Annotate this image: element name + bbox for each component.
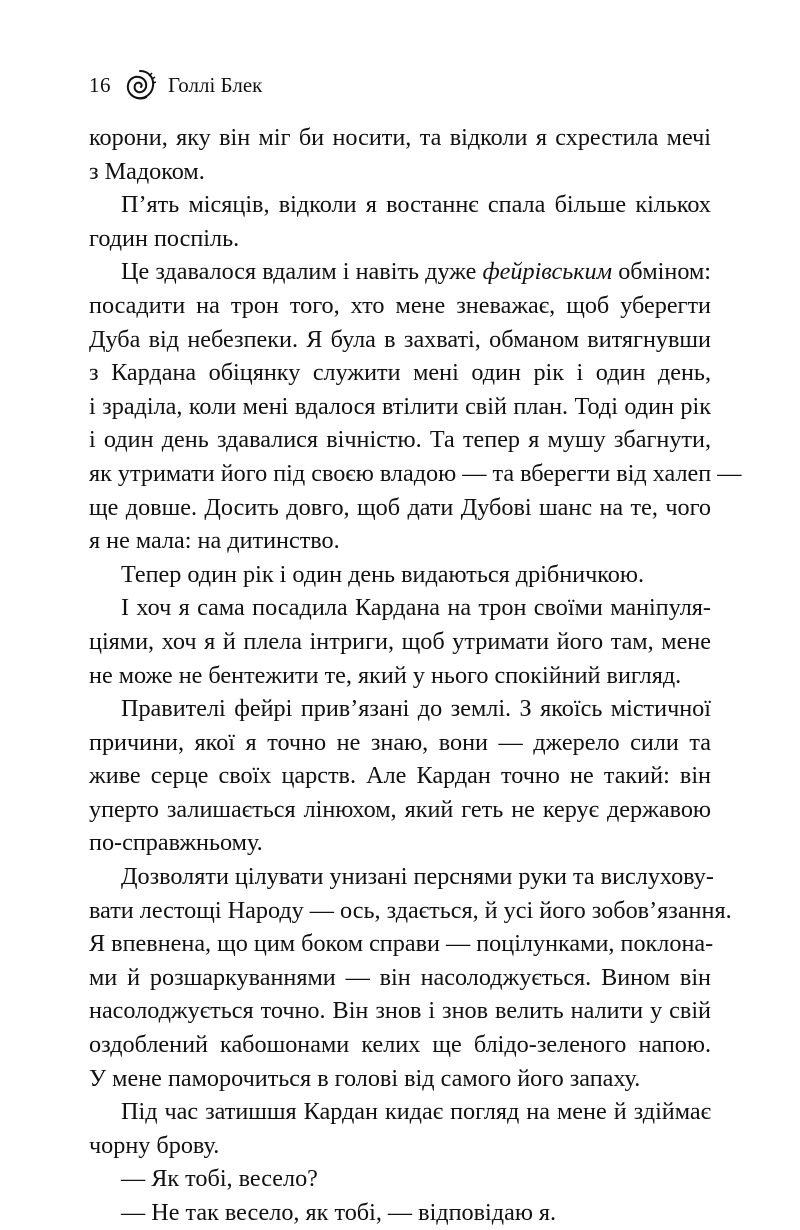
text-line: Дозволяти цілувати унизані перснями руки та вислухову-	[121, 863, 714, 891]
text-line: корони, яку він міг би носити, та відколи я схрестила мечі	[89, 124, 711, 151]
text-line: живе серце своїх царств. Але Кардан точно не такий: він	[89, 762, 711, 790]
page-body-text	[89, 121, 742, 1230]
text-line: і один день здавалися вічністю. Та тепер я мушу збагнути,	[89, 426, 711, 454]
text-line: чорну брову.	[89, 1131, 220, 1159]
text-line: з Кардана обіцянку служити мені один рік і один день,	[89, 359, 711, 387]
text-line: ми й розшаркуваннями — він насолоджується. Вином він	[89, 963, 711, 991]
running-header	[89, 68, 262, 102]
text-line: У мене паморочиться в голові від самого його запаху.	[89, 1064, 641, 1092]
text-line: Під час затишшя Кардан кидає погляд на мене й здіймає	[121, 1098, 711, 1126]
text-line: ще довше. Досить довго, щоб дати Дубові шанс на те, чого	[89, 493, 711, 521]
text-line: з Мадоком.	[89, 157, 205, 185]
text-line: Правителі фейрі прив’язані до землі. З якоїсь містичної	[121, 695, 711, 723]
page-number: 16	[89, 72, 111, 97]
text-fragment: Це здавалося вдалим і навіть дуже	[121, 258, 483, 286]
text-line: ціями, хоч я й плела інтриги, щоб утримати його там, мене	[89, 627, 711, 655]
text-line: — Як тобі, весело?	[121, 1165, 318, 1193]
text-line: уперто залишається лінюхом, який геть не керує державою	[89, 795, 711, 823]
text-line: посадити на трон того, хто мене зневажає, щоб уберегти	[89, 291, 711, 319]
text-line: причини, якої я точно не знаю, вони — джерело сили та	[89, 728, 711, 756]
italic-word: фейрівським	[482, 258, 613, 286]
text-line: П’ять місяців, відколи я востаннє спала більше кількох	[121, 191, 711, 219]
text-line: і зраділа, коли мені вдалося втілити свій план. Тоді один рік	[89, 392, 711, 420]
text-line: І хоч я сама посадила Кардана на трон своїми маніпуля-	[121, 594, 711, 622]
text-line: Тепер один рік і один день видаються дрібничкою.	[121, 560, 645, 588]
text-fragment: обміном:	[612, 258, 711, 286]
text-line: насолоджується точно. Він знов і знов велить налити у свій	[89, 997, 711, 1025]
text-line: Я впевнена, що цим боком справи — поцілунками, поклона-	[89, 930, 714, 958]
text-line	[89, 255, 711, 289]
text-line: я не мала: на дитинство.	[89, 527, 340, 555]
text-line: по-справжньому.	[89, 829, 263, 857]
text-line: — Не так весело, як тобі, — відповідаю я.	[121, 1199, 557, 1226]
text-line: як утримати його під своєю владою — та вберегти від халеп —	[89, 459, 742, 487]
text-line: оздоблений кабошонами келих ще блідо-зеленого напою.	[89, 1031, 711, 1059]
text-line: годин поспіль.	[89, 224, 240, 252]
text-line: Дуба від небезпеки. Я була в захваті, обманом витягнувши	[89, 325, 711, 353]
text-line: вати лестощі Народу — ось, здається, й усі його зобов’язання.	[89, 896, 732, 924]
text-line: не може не бентежити те, який у нього спокійний вигляд.	[89, 661, 682, 689]
spiral-shell-icon	[123, 68, 157, 102]
author-name: Голлі Блек	[168, 72, 263, 97]
